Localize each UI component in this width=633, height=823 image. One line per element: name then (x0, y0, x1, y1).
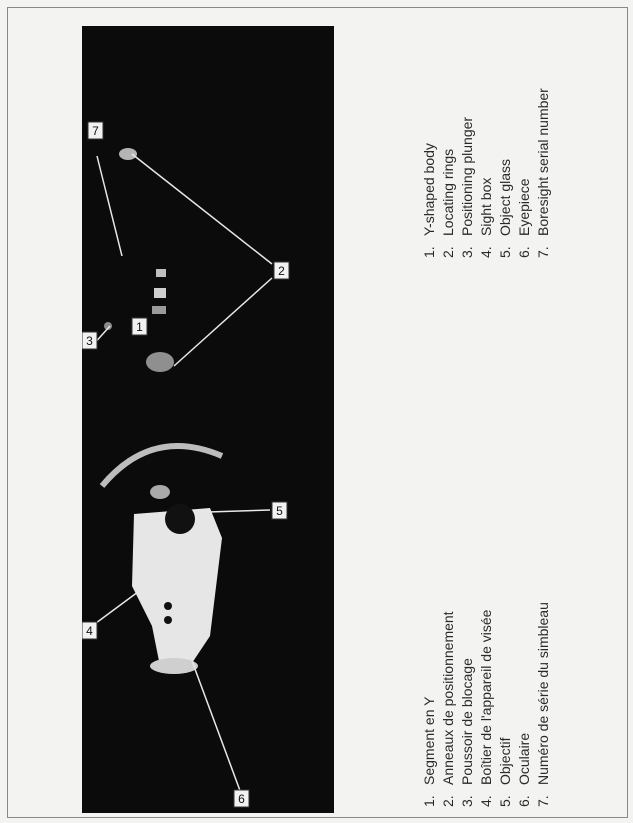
legend-en-item (477, 88, 496, 258)
legend-english (420, 88, 553, 258)
callout-3-label: 3 (86, 334, 93, 348)
legend-en-number: 2. (440, 246, 456, 258)
legend-en-item (515, 88, 534, 258)
legend-en-text: Positioning plunger (459, 116, 475, 236)
legend-fr-number: 7. (535, 795, 551, 807)
callout-1 (132, 318, 147, 335)
sight-box-shape (132, 504, 222, 674)
legend-en-number: 7. (535, 246, 551, 258)
legend-fr-text: Numéro de série du simbleau (535, 602, 551, 785)
legend-en-number: 6. (516, 246, 532, 258)
legend-en-text: Object glass (497, 158, 513, 236)
legend-fr-number: 1. (421, 795, 437, 807)
callout-4-label: 4 (86, 624, 93, 638)
legend-fr-number: 3. (459, 795, 475, 807)
callout-5-label: 5 (276, 504, 283, 518)
callout-2 (274, 262, 289, 279)
legend-fr-text: Anneaux de positionnement (440, 611, 456, 785)
legend-fr-number: 4. (478, 795, 494, 807)
legend-en-number: 5. (497, 246, 513, 258)
callout-7-label: 7 (92, 124, 99, 138)
legend-en-item (496, 88, 515, 258)
legend-en-text: Locating rings (440, 148, 456, 236)
locating-ring-large (102, 446, 222, 486)
legend-en-item (420, 88, 439, 258)
legend-fr-number: 5. (497, 795, 513, 807)
callout-3 (82, 332, 97, 349)
legend-fr-item (420, 602, 439, 807)
legend-en-number: 1. (421, 246, 437, 258)
legend-en-text: Eyepiece (516, 178, 532, 236)
legend-en-item (458, 88, 477, 258)
legend-fr-number: 6. (516, 795, 532, 807)
legend-fr-text: Boîtier de l'appareil de visée (478, 609, 494, 785)
boresight-illustration (82, 26, 334, 813)
callout-1-label: 1 (136, 320, 143, 334)
legend-fr-text: Segment en Y (421, 696, 437, 785)
legend-fr-item (534, 602, 553, 807)
callout-7 (88, 122, 103, 139)
y-body-part (146, 352, 174, 372)
legend-en-number: 3. (459, 246, 475, 258)
legend-fr-text: Poussoir de blocage (459, 658, 475, 785)
callout-4 (82, 622, 97, 639)
legend-en-item (439, 88, 458, 258)
callout-5 (272, 502, 287, 519)
legend-fr-item (439, 602, 458, 807)
legend-fr-item (458, 602, 477, 807)
legend-fr-item (515, 602, 534, 807)
legend-en-text: Y-shaped body (421, 143, 437, 236)
legend-en-number: 4. (478, 246, 494, 258)
legend-en-item (534, 88, 553, 258)
legend-fr-number: 2. (440, 795, 456, 807)
legend-fr-item (496, 602, 515, 807)
legend-fr-item (477, 602, 496, 807)
callout-6-label: 6 (238, 792, 245, 806)
legend-fr-text: Objectif (497, 737, 513, 785)
callout-6 (234, 790, 249, 807)
legend-french (420, 602, 553, 807)
legend-en-text: Boresight serial number (535, 88, 551, 236)
legend-en-text: Sight box (478, 177, 494, 236)
legend-fr-text: Oculaire (516, 732, 532, 785)
callout-2-label: 2 (278, 264, 285, 278)
serial-number-part (119, 148, 137, 160)
boresight-photo (82, 26, 334, 813)
